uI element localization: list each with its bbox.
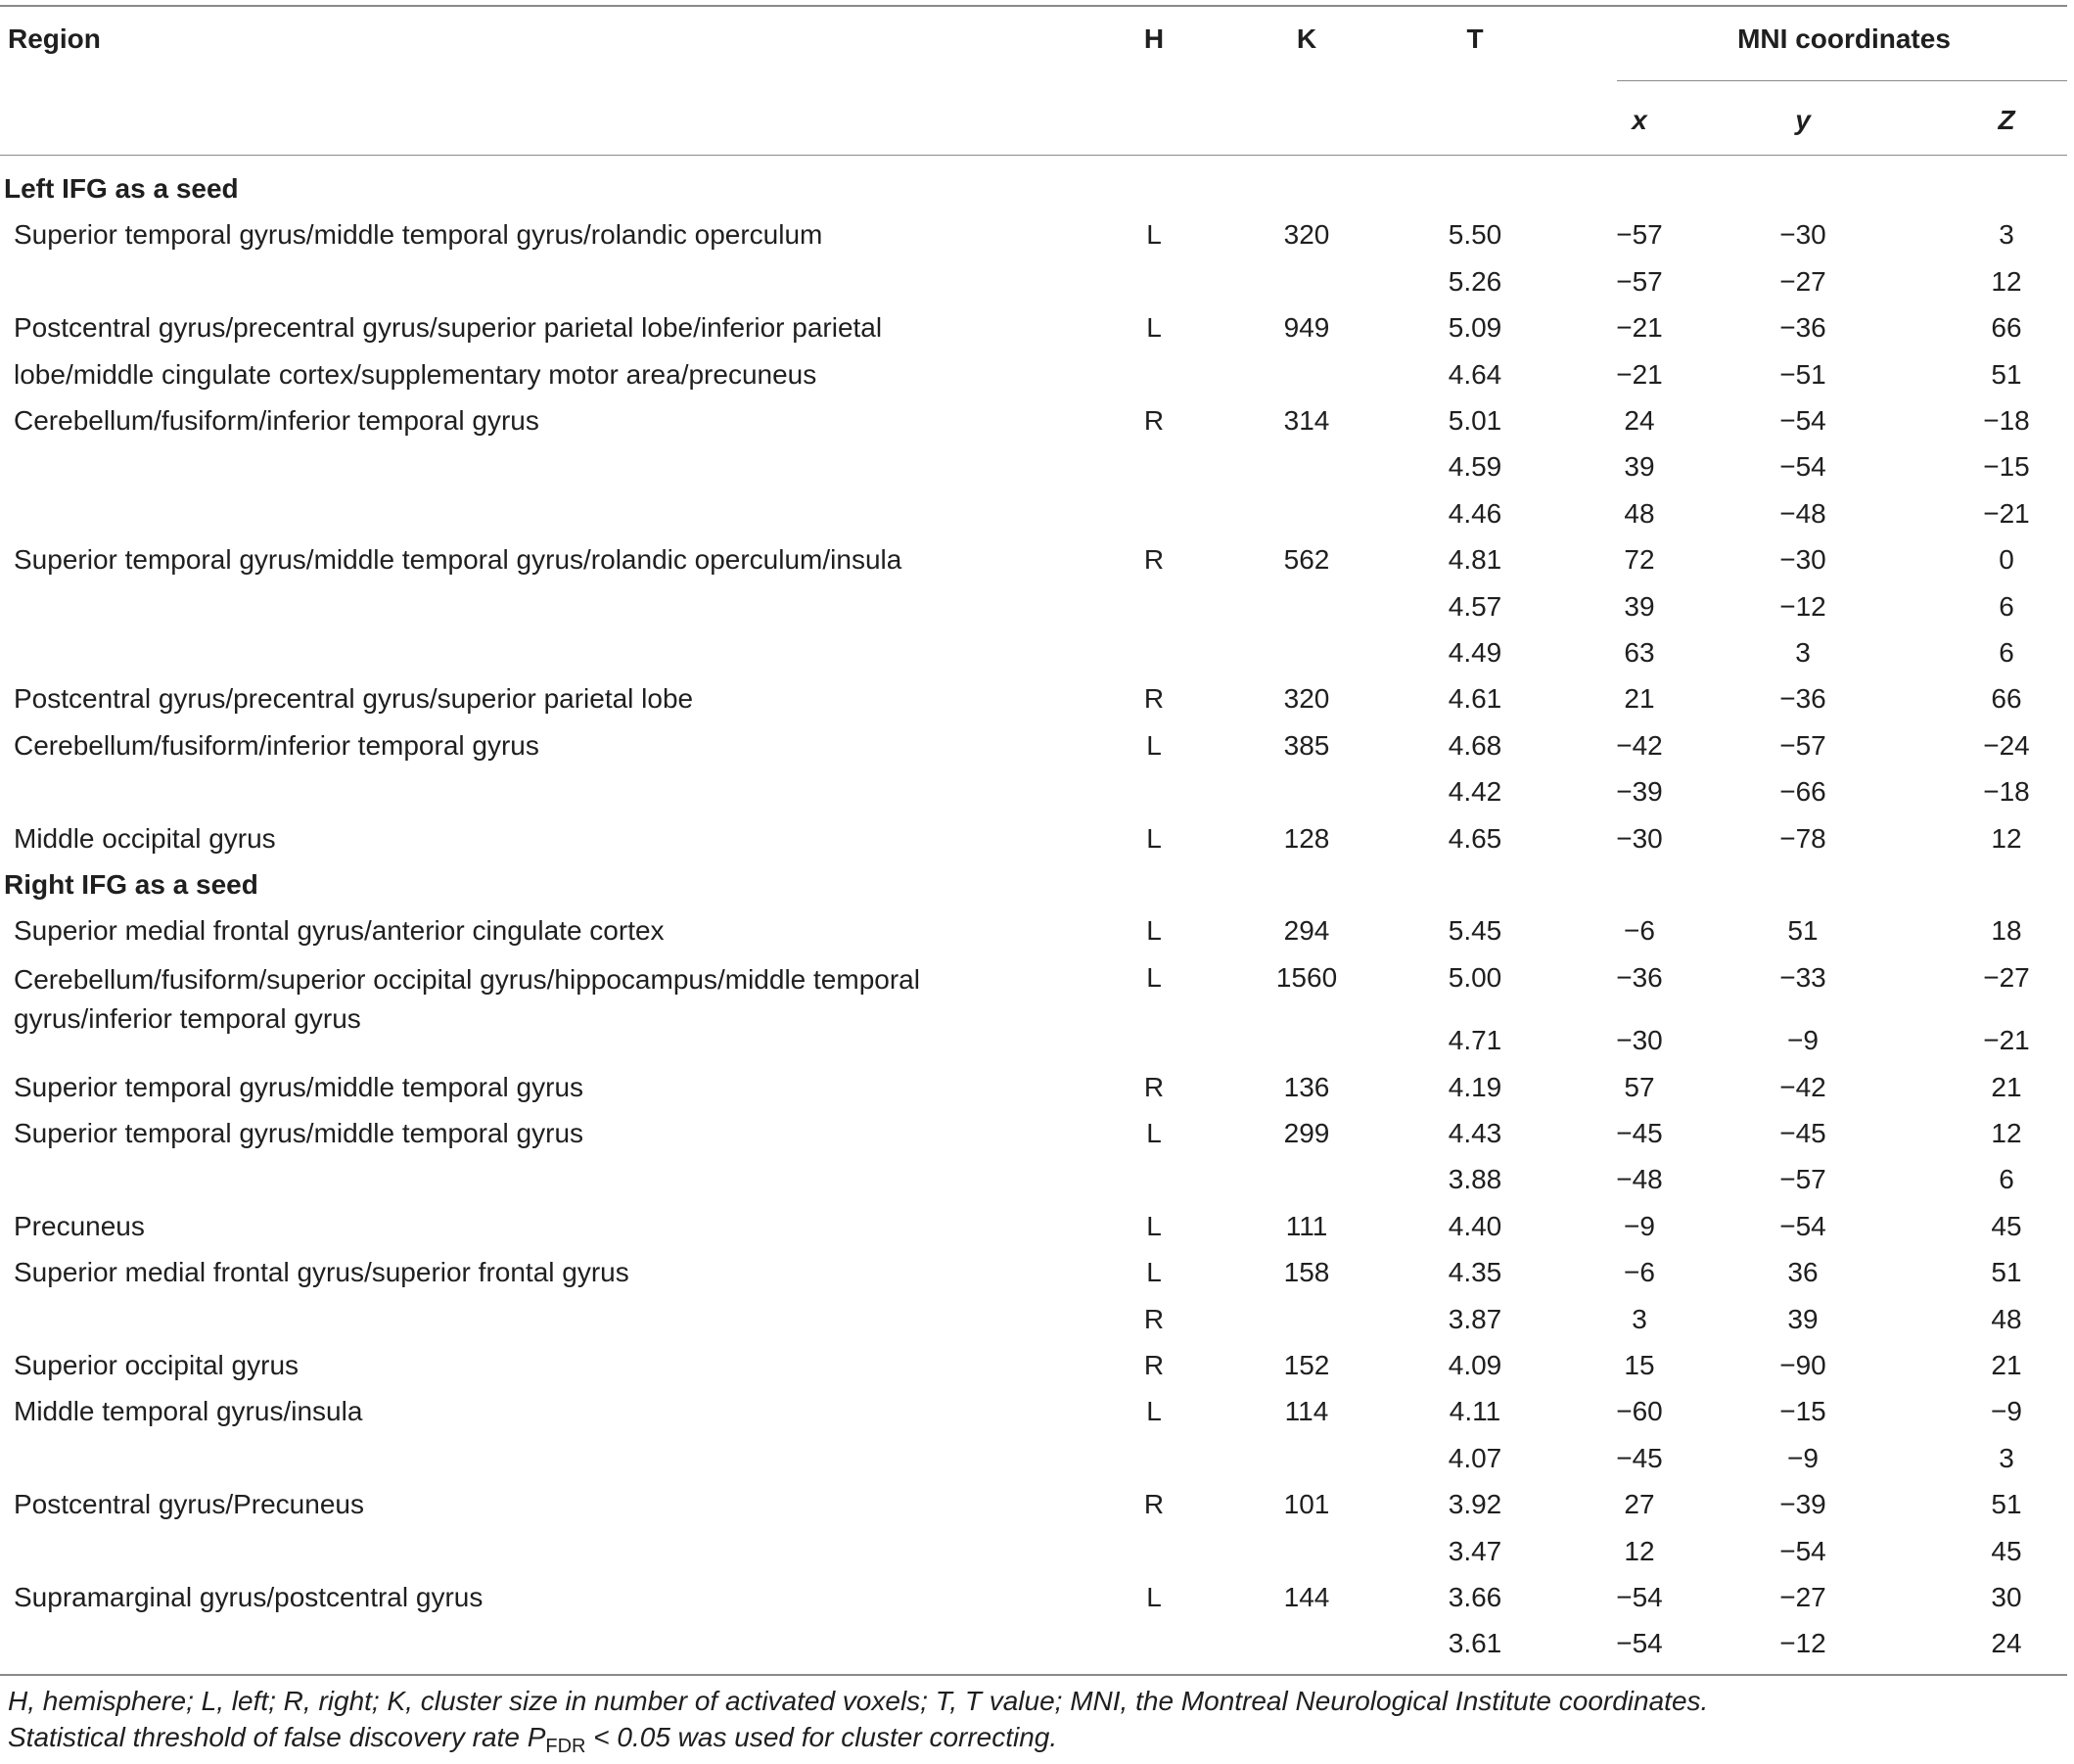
cell-y: −15 (1779, 1396, 1826, 1427)
cell-t: 4.81 (1448, 544, 1502, 576)
cell-h: L (1146, 1210, 1162, 1241)
region-cell: Middle temporal gyrus/insula (14, 1396, 363, 1427)
cell-x: −57 (1616, 219, 1663, 251)
cell-y: 51 (1787, 915, 1819, 947)
cell-x: 3 (1632, 1303, 1647, 1334)
bottom-rule (0, 1674, 2067, 1676)
cell-t: 4.09 (1448, 1350, 1502, 1380)
cell-t: 3.66 (1448, 1582, 1502, 1612)
cell-h: R (1143, 405, 1165, 436)
cell-z: 51 (1991, 1257, 2022, 1288)
cell-z: 12 (1991, 265, 2022, 297)
cell-y: −54 (1779, 451, 1826, 483)
header-region: Region (8, 23, 101, 54)
region-cell: Supramarginal gyrus/postcentral gyrus (14, 1582, 484, 1612)
cell-z: −21 (1983, 497, 2030, 529)
cell-k: 294 (1283, 915, 1330, 947)
cell-y: −57 (1779, 1164, 1826, 1195)
cell-x: −48 (1616, 1164, 1663, 1195)
cell-x: −45 (1616, 1442, 1663, 1473)
header-bottom-rule (0, 155, 2067, 156)
cell-k: 158 (1283, 1257, 1330, 1288)
cell-x: 39 (1624, 590, 1655, 622)
cell-z: 12 (1991, 822, 2022, 854)
cell-y: −30 (1779, 219, 1826, 251)
cell-x: −36 (1616, 961, 1663, 993)
cell-t: 4.57 (1448, 590, 1502, 622)
cell-y: 3 (1795, 637, 1811, 668)
cell-z: 6 (1999, 590, 2014, 622)
cell-k: 136 (1283, 1071, 1330, 1102)
cell-h: L (1146, 1582, 1162, 1612)
cell-z: −21 (1983, 1025, 2030, 1056)
cell-y: −78 (1779, 822, 1826, 854)
region-cell: Cerebellum/fusiform/superior occipital gyrus/hippocampus/middle temporal gyrus/inferior temporal gyrus (14, 963, 920, 1034)
cell-y: −36 (1779, 312, 1826, 344)
cell-h: L (1146, 915, 1162, 947)
cell-y: −54 (1779, 405, 1826, 436)
cell-y: −12 (1779, 590, 1826, 622)
region-cell: Postcentral gyrus/precentral gyrus/superior parietal lobe (14, 683, 694, 715)
cell-x: 24 (1624, 405, 1655, 436)
cell-y: 39 (1787, 1303, 1819, 1334)
cell-t: 5.00 (1448, 961, 1502, 993)
cell-y: −42 (1779, 1071, 1826, 1102)
footnote-line-2-post: < 0.05 was used for cluster correcting. (585, 1722, 1058, 1752)
cell-x: 57 (1624, 1071, 1655, 1102)
header-t-value: T (1466, 23, 1484, 54)
cell-h: L (1146, 219, 1162, 251)
header-z: Z (1998, 105, 2015, 135)
cell-y: −12 (1779, 1628, 1826, 1659)
section-title: Right IFG as a seed (4, 869, 258, 900)
cell-t: 4.59 (1448, 451, 1502, 483)
cell-z: −27 (1983, 961, 2030, 993)
header-y: y (1795, 105, 1811, 135)
cell-x: −42 (1616, 729, 1663, 761)
cell-h: R (1143, 1350, 1165, 1380)
cell-t: 4.35 (1448, 1257, 1502, 1288)
cell-t: 4.46 (1448, 497, 1502, 529)
cell-z: 3 (1999, 219, 2014, 251)
cell-h: L (1146, 822, 1162, 854)
cell-k: 128 (1283, 822, 1330, 854)
cell-t: 5.01 (1448, 405, 1502, 436)
cell-z: 51 (1991, 1489, 2022, 1520)
cell-x: 48 (1624, 497, 1655, 529)
top-rule (0, 5, 2067, 7)
cell-t: 4.65 (1448, 822, 1502, 854)
cell-x: −9 (1624, 1210, 1655, 1241)
cell-h: L (1146, 729, 1162, 761)
cell-z: 3 (1999, 1442, 2014, 1473)
region-cell: Postcentral gyrus/Precuneus (14, 1489, 364, 1520)
cell-z: −18 (1983, 776, 2030, 808)
cell-k: 314 (1283, 405, 1330, 436)
cell-y: −30 (1779, 544, 1826, 576)
cell-t: 5.50 (1448, 219, 1502, 251)
region-cell: Superior temporal gyrus/middle temporal gyrus/rolandic operculum/insula (14, 544, 902, 576)
cell-h: L (1146, 1118, 1162, 1148)
cell-z: 30 (1991, 1582, 2022, 1612)
mni-subheader-rule (1617, 80, 2067, 81)
header-hemisphere: H (1143, 23, 1165, 54)
cell-t: 4.07 (1448, 1442, 1502, 1473)
cell-k: 320 (1283, 219, 1330, 251)
cell-h: R (1143, 544, 1165, 576)
cell-t: 3.61 (1448, 1628, 1502, 1659)
cell-x: −60 (1616, 1396, 1663, 1427)
region-cell: Middle occipital gyrus (14, 822, 276, 854)
region-cell: Superior temporal gyrus/middle temporal gyrus (14, 1071, 584, 1102)
cell-z: 45 (1991, 1535, 2022, 1566)
cell-y: −36 (1779, 683, 1826, 715)
cell-k: 152 (1283, 1350, 1330, 1380)
header-x: x (1632, 105, 1647, 135)
footnote-line-2 (8, 1720, 1057, 1764)
cell-t: 4.42 (1448, 776, 1502, 808)
region-cell: lobe/middle cingulate cortex/supplementary motor area/precuneus (14, 358, 817, 390)
cell-h: L (1146, 1396, 1162, 1427)
cell-h: R (1143, 683, 1165, 715)
cell-z: 51 (1991, 358, 2022, 390)
cell-t: 4.71 (1448, 1025, 1502, 1056)
cell-x: −6 (1624, 1257, 1655, 1288)
cell-k: 101 (1283, 1489, 1330, 1520)
cell-x: −6 (1624, 915, 1655, 947)
section-title: Left IFG as a seed (4, 173, 239, 204)
cell-t: 4.68 (1448, 729, 1502, 761)
cell-h: L (1146, 312, 1162, 344)
cell-t: 4.19 (1448, 1071, 1502, 1102)
cell-z: 0 (1999, 544, 2014, 576)
cell-t: 3.87 (1448, 1303, 1502, 1334)
cell-x: 21 (1624, 683, 1655, 715)
cell-x: −30 (1616, 1025, 1663, 1056)
cell-x: −57 (1616, 265, 1663, 297)
cell-k: 299 (1283, 1118, 1330, 1148)
cell-z: 21 (1991, 1350, 2022, 1380)
cell-y: −33 (1779, 961, 1826, 993)
cell-y: −54 (1779, 1210, 1826, 1241)
cell-x: 72 (1624, 544, 1655, 576)
region-cell: Superior temporal gyrus/middle temporal gyrus/rolandic operculum (14, 219, 823, 251)
cell-t: 4.11 (1449, 1396, 1501, 1427)
cell-z: 45 (1991, 1210, 2022, 1241)
cell-t: 3.88 (1448, 1164, 1502, 1195)
cell-h: R (1143, 1071, 1165, 1102)
cell-k: 111 (1285, 1210, 1328, 1241)
cell-t: 5.26 (1448, 265, 1502, 297)
cell-y: −66 (1779, 776, 1826, 808)
cell-x: 63 (1624, 637, 1655, 668)
cell-x: −21 (1616, 358, 1663, 390)
cell-k: 949 (1283, 312, 1330, 344)
cell-k: 320 (1283, 683, 1330, 715)
cell-z: 66 (1991, 312, 2022, 344)
cell-x: 39 (1624, 451, 1655, 483)
cell-x: −30 (1616, 822, 1663, 854)
cell-h: L (1146, 961, 1162, 993)
region-cell: Precuneus (14, 1210, 145, 1241)
footnote-fdr-subscript: FDR (545, 1736, 586, 1757)
cell-y: −51 (1779, 358, 1826, 390)
cell-h: R (1143, 1489, 1165, 1520)
region-cell: Superior medial frontal gyrus/superior frontal gyrus (14, 1257, 629, 1288)
region-cell: Postcentral gyrus/precentral gyrus/superior parietal lobe/inferior parietal (14, 312, 883, 344)
cell-y: −57 (1779, 729, 1826, 761)
cell-z: 12 (1991, 1118, 2022, 1148)
cell-x: 15 (1624, 1350, 1655, 1380)
cell-z: 6 (1999, 1164, 2014, 1195)
cell-t: 5.45 (1448, 915, 1502, 947)
cell-h: R (1143, 1303, 1165, 1334)
cell-z: −24 (1983, 729, 2030, 761)
cell-t: 4.64 (1448, 358, 1502, 390)
footnote-line-2-pre: Statistical threshold of false discovery rate P (8, 1722, 546, 1752)
header-mni-coordinates: MNI coordinates (1737, 23, 1951, 54)
cell-x: 27 (1624, 1489, 1655, 1520)
cell-z: 6 (1999, 637, 2014, 668)
cell-k: 562 (1283, 544, 1330, 576)
cell-t: 3.47 (1448, 1535, 1502, 1566)
cell-z: −18 (1983, 405, 2030, 436)
cell-y: −9 (1787, 1025, 1819, 1056)
cell-z: 48 (1991, 1303, 2022, 1334)
cell-z: 21 (1991, 1071, 2022, 1102)
cell-t: 4.43 (1448, 1118, 1502, 1148)
header-cluster-size: K (1296, 23, 1317, 54)
region-cell: Superior temporal gyrus/middle temporal gyrus (14, 1118, 584, 1148)
cell-y: −48 (1779, 497, 1826, 529)
cell-y: −9 (1787, 1442, 1819, 1473)
cell-k: 114 (1284, 1396, 1329, 1427)
region-cell: Cerebellum/fusiform/inferior temporal gyrus (14, 729, 539, 761)
cell-x: 12 (1624, 1535, 1655, 1566)
cell-x: −39 (1616, 776, 1663, 808)
cell-y: −45 (1779, 1118, 1826, 1148)
cell-z: −9 (1991, 1396, 2022, 1427)
cell-x: −45 (1616, 1118, 1663, 1148)
cell-x: −21 (1616, 312, 1663, 344)
cell-y: −27 (1779, 265, 1826, 297)
cell-y: −90 (1779, 1350, 1826, 1380)
cell-x: −54 (1616, 1628, 1663, 1659)
cell-t: 4.61 (1448, 683, 1502, 715)
cell-t: 5.09 (1448, 312, 1502, 344)
cell-y: −39 (1779, 1489, 1826, 1520)
cell-y: −54 (1779, 1535, 1826, 1566)
cell-h: L (1146, 1257, 1162, 1288)
cell-y: −27 (1779, 1582, 1826, 1612)
cell-k: 144 (1283, 1582, 1330, 1612)
cell-t: 3.92 (1448, 1489, 1502, 1520)
cell-t: 4.40 (1448, 1210, 1502, 1241)
cell-k: 385 (1283, 729, 1330, 761)
cell-z: −15 (1983, 451, 2030, 483)
cell-t: 4.49 (1448, 637, 1502, 668)
cell-z: 66 (1991, 683, 2022, 715)
region-cell: Superior occipital gyrus (14, 1350, 300, 1380)
region-cell: Cerebellum/fusiform/inferior temporal gyrus (14, 405, 539, 436)
cell-z: 18 (1991, 915, 2022, 947)
cell-x: −54 (1616, 1582, 1663, 1612)
cell-z: 24 (1991, 1628, 2022, 1659)
cell-k: 1560 (1275, 961, 1338, 993)
footnote-line-1: H, hemisphere; L, left; R, right; K, cluster size in number of activated voxels; T, T value; MNI, the Montreal Neurological Institute coordinates. (8, 1686, 1709, 1716)
cell-y: 36 (1787, 1257, 1819, 1288)
region-cell: Superior medial frontal gyrus/anterior cingulate cortex (14, 915, 665, 947)
